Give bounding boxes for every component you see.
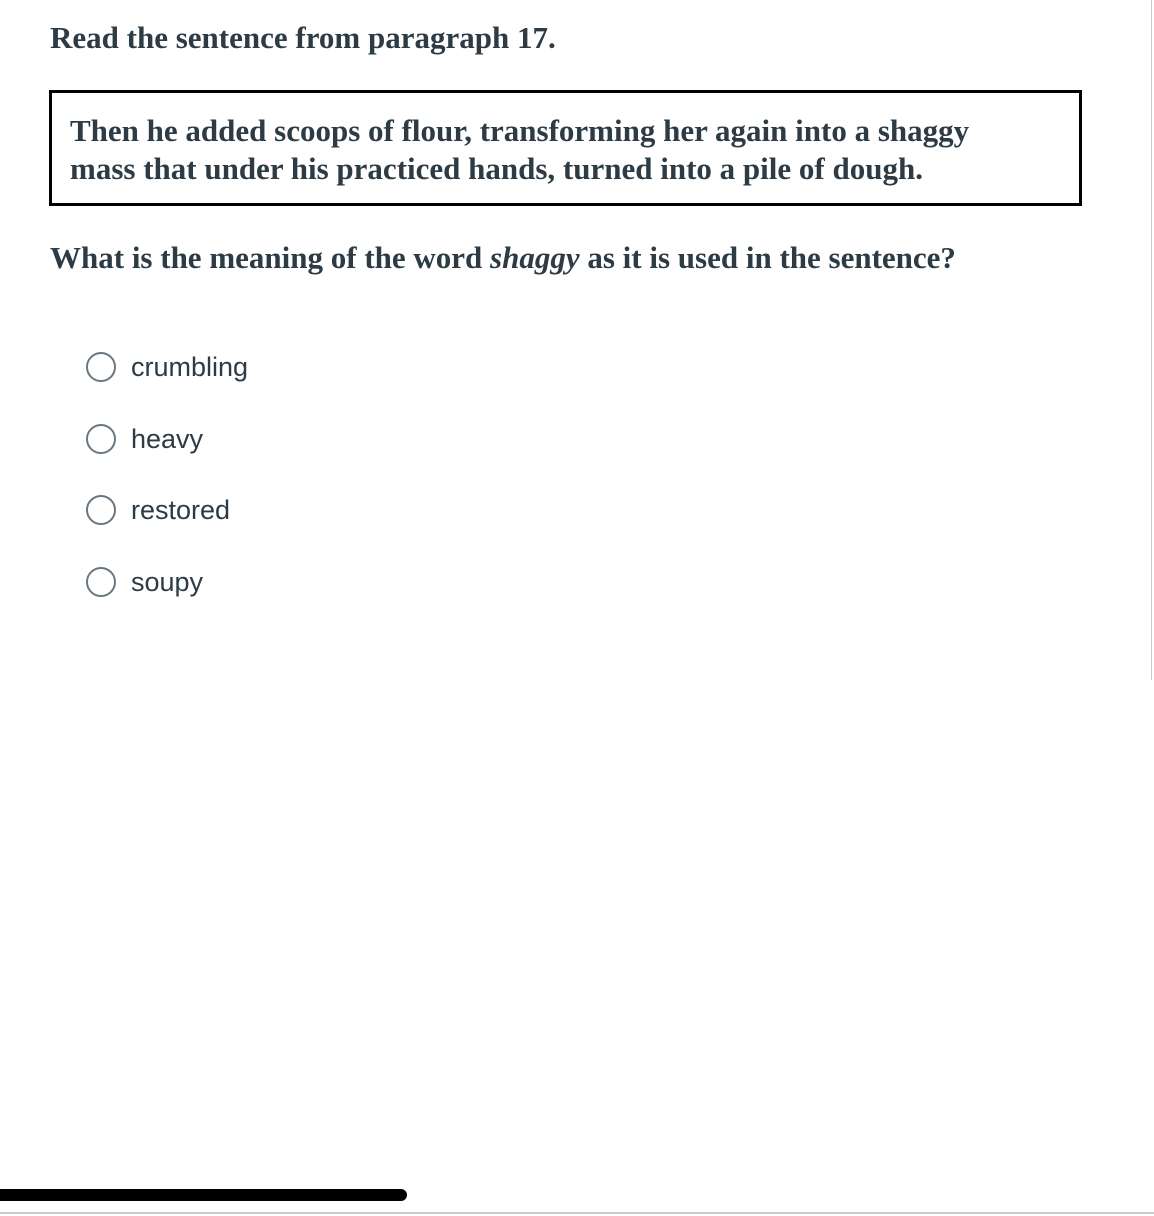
- question-text: [50, 238, 956, 278]
- question-prompt: Read the sentence from paragraph 17.: [50, 20, 556, 55]
- bottom-divider: [0, 1212, 1154, 1214]
- answer-label: heavy: [131, 423, 204, 454]
- radio-button[interactable]: [86, 352, 116, 382]
- answer-label: restored: [131, 495, 231, 525]
- radio-button[interactable]: [86, 424, 116, 454]
- answer-option-restored[interactable]: [86, 490, 248, 530]
- excerpt-text: [70, 112, 1061, 188]
- radio-button[interactable]: [86, 495, 116, 525]
- answer-choices: [86, 347, 248, 633]
- answer-option-soupy[interactable]: [86, 562, 248, 602]
- question-target-word: shaggy: [490, 240, 580, 275]
- question-text-before: What is the meaning of the word: [50, 240, 491, 275]
- answer-option-heavy[interactable]: [86, 419, 248, 459]
- answer-label: soupy: [131, 566, 204, 597]
- radio-button[interactable]: [86, 567, 116, 597]
- question-text-after: as it is used in the sentence?: [579, 240, 956, 275]
- right-edge-divider: [1151, 0, 1152, 680]
- excerpt-line-1: Then he added scoops of flour, transforming her again into a shaggy: [70, 113, 970, 148]
- excerpt-box: [49, 90, 1082, 206]
- answer-label: crumbling: [131, 352, 249, 382]
- answer-option-crumbling[interactable]: [86, 347, 248, 387]
- horizontal-scrollbar-thumb[interactable]: [0, 1189, 407, 1201]
- excerpt-line-2: mass that under his practiced hands, turned into a pile of dough.: [70, 151, 923, 186]
